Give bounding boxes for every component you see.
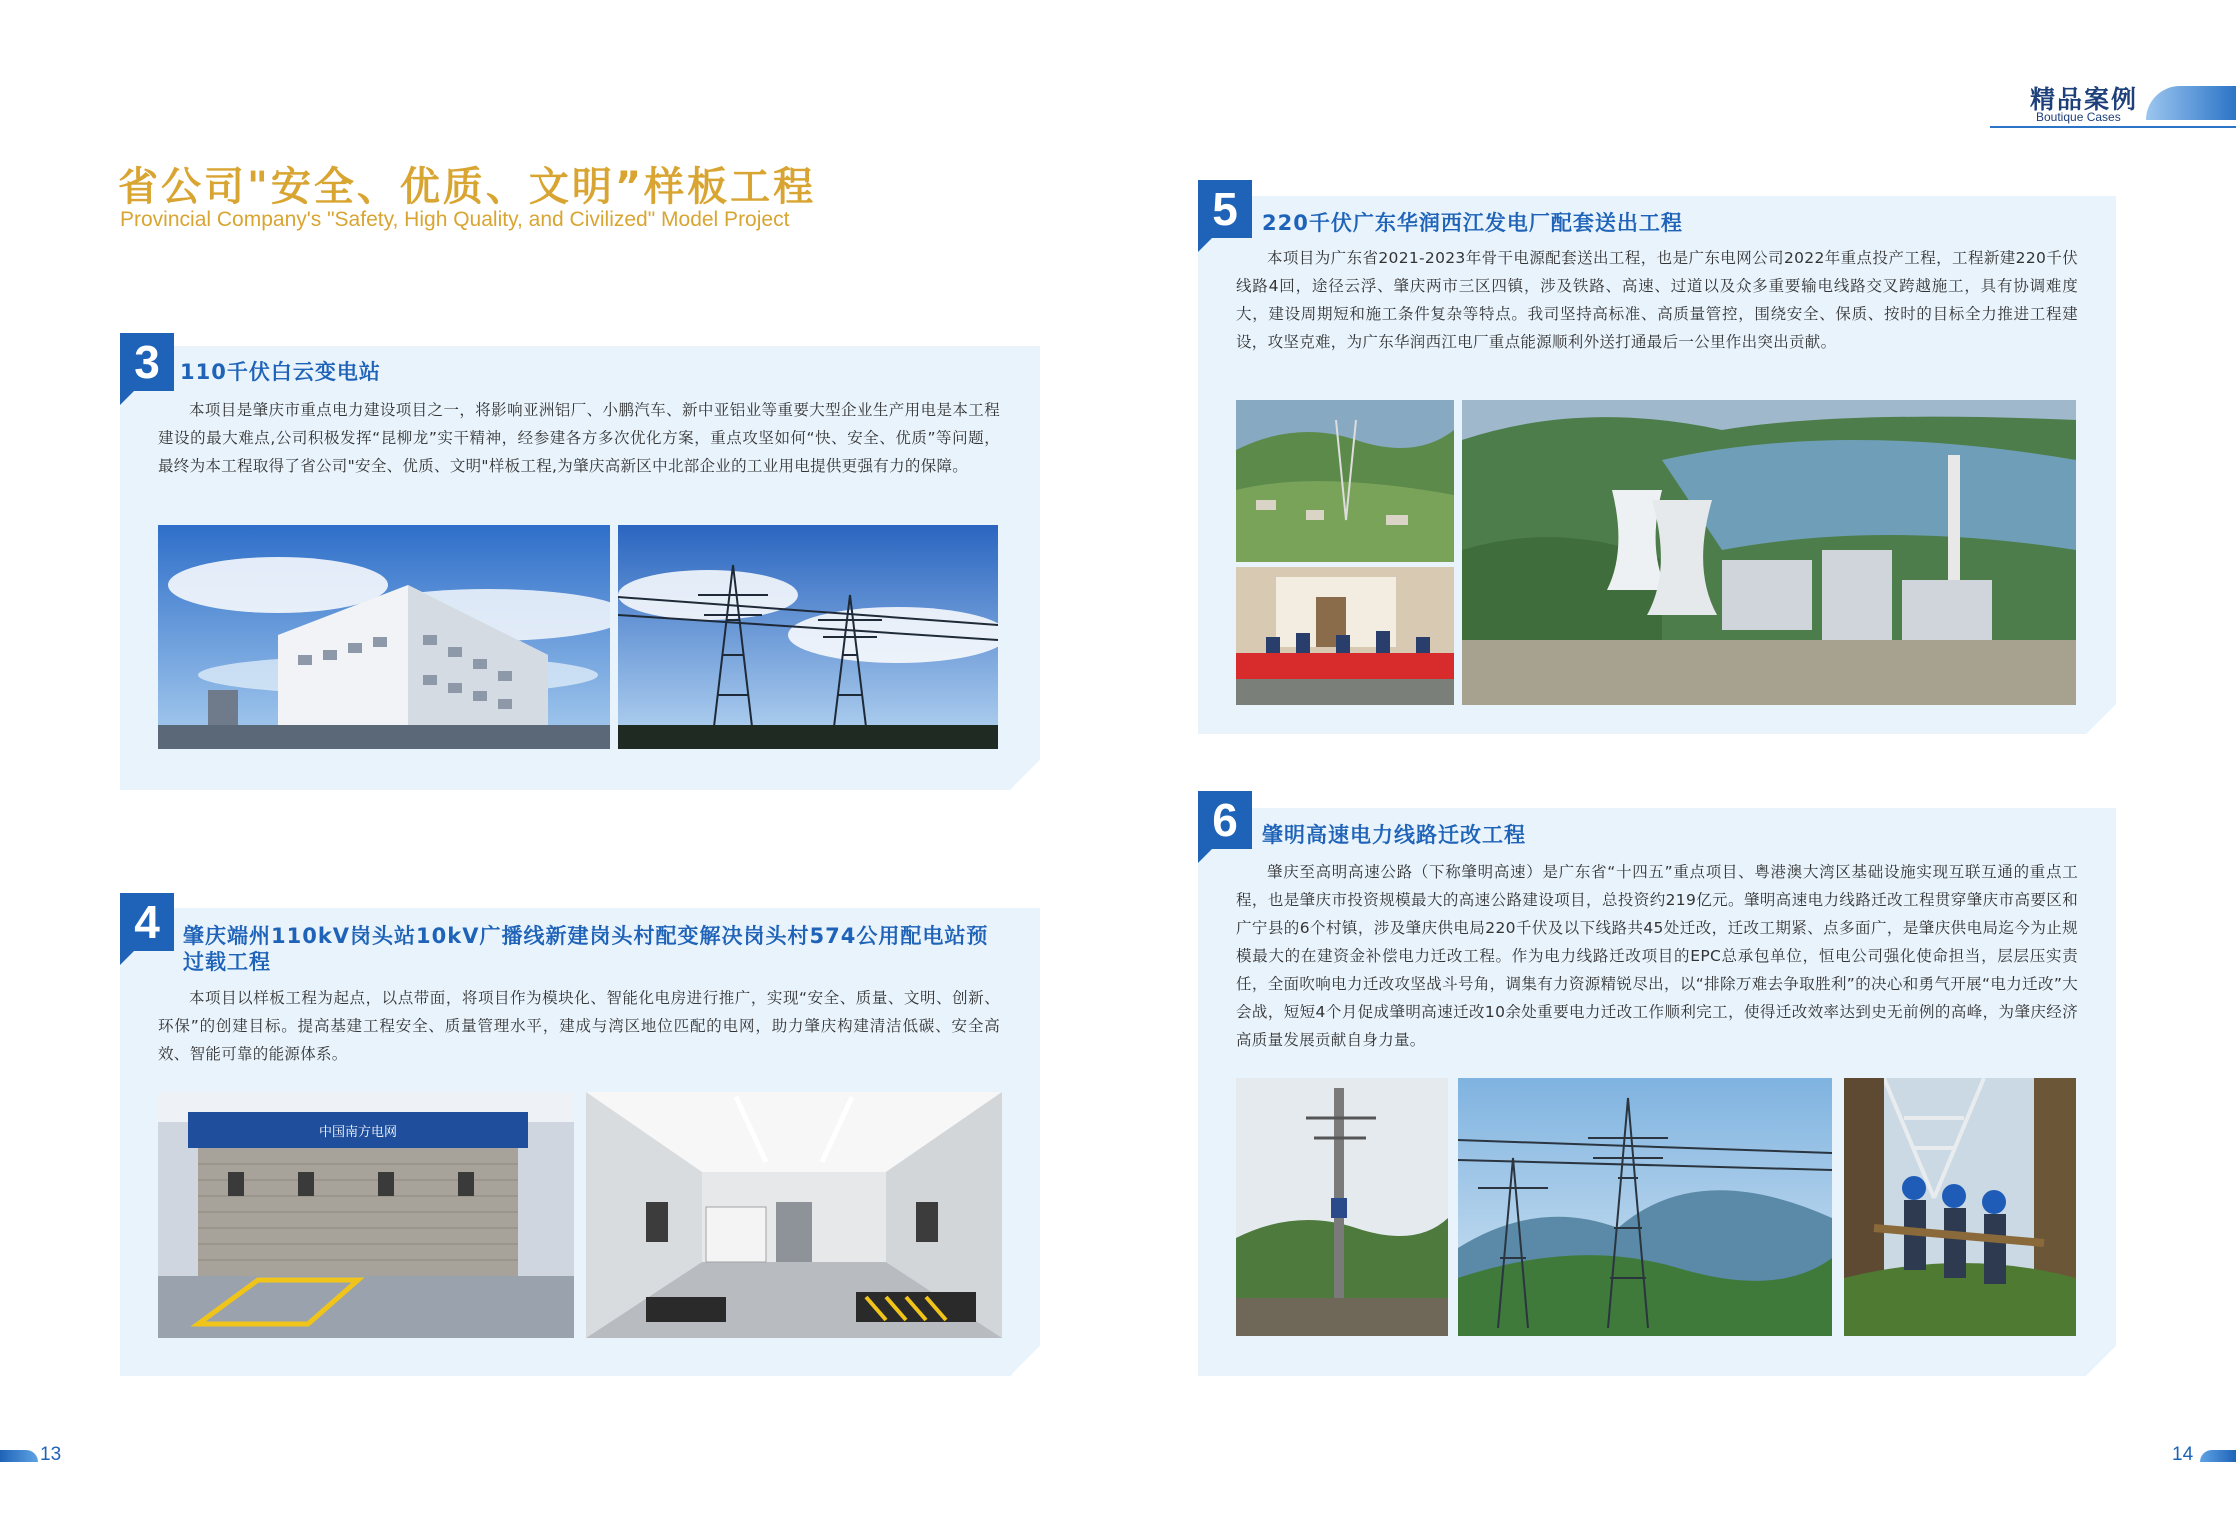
section-6-number-badge: 6 (1198, 791, 1252, 849)
section-5-title: 220千伏广东华润西江发电厂配套送出工程 (1262, 211, 1683, 235)
header-underline (1990, 126, 2236, 128)
header-subtitle: Boutique Cases (2036, 110, 2121, 124)
section-4-photo-modular-substation (158, 1092, 574, 1338)
section-6-photo-mountain-towers (1458, 1078, 1832, 1336)
section-6-body: 肇庆至高明高速公路（下称肇明高速）是广东省“十四五”重点项目、粤港澳大湾区基础设施实现互联互通的重点工程，也是肇庆市投资规模最大的高速公路建设项目，总投资约219亿元。肇明高速电力线路迁改工程贯穿肇庆市高要区和广宁县的6个村镇，涉及肇庆供电局220千伏及以下线路共45处迁改，迁改工期紧、点多面广，是肇庆供电局迄今为止规模最大的在建资金补偿电力迁改工程。作为电力线路迁改项目的EPC总承包单位，恒电公司强化使命担当，层层压实责任，全面吹响电力迁改攻坚战斗号角，调集有力资源精锐尽出，以“排除万难去争取胜利”的决心和勇气开展“电力迁改”大会战，短短4个月促成肇明高速迁改10余处重要电力迁改工作顺利完工，使得迁改效率达到史无前例的高峰，为肇庆经济高质量发展贡献自身力量。 (1236, 863, 2078, 1049)
section-4-photo-indoor-switchgear-room (586, 1092, 1002, 1338)
page-number-right: 14 (2172, 1444, 2194, 1465)
section-5-photo-ceremony-banner (1236, 567, 1454, 705)
section-3-photo-substation-building (158, 525, 610, 749)
page-number-left: 13 (40, 1444, 62, 1465)
section-4-body: 本项目以样板工程为起点，以点带面，将项目作为模块化、智能化电房进行推广，实现“安全、质量、文明、创新、环保”的创建目标。提高基建工程安全、质量管理水平，建成与湾区地位匹配的电网，助力肇庆构建清洁低碳、安全高效、智能可靠的能源体系。 (158, 989, 1000, 1063)
section-3-photo-transmission-towers (618, 525, 998, 749)
header-swoosh-decoration (2146, 86, 2236, 120)
section-6-photo-workers-carrying (1844, 1078, 2076, 1336)
section-3-title: 110千伏白云变电站 (180, 360, 381, 384)
section-5-number-badge: 5 (1198, 180, 1252, 238)
page-subtitle: Provincial Company's "Safety, High Quality, and Civilized" Model Project (120, 208, 790, 231)
section-5-photo-power-plant-cooling-towers (1462, 400, 2076, 705)
section-5-body: 本项目为广东省2021-2023年骨干电源配套送出工程，也是广东电网公司2022年重点投产工程，工程新建220千伏线路4回，途径云浮、肇庆两市三区四镇，涉及铁路、高速、过道以及众多重要输电线路交叉跨越施工，具有协调难度大，建设周期短和施工条件复杂等特点。我司坚持高标准、高质量管控，围绕安全、保质、按时的目标全力推进工程建设，攻坚克难，为广东华润西江电厂重点能源顺利外送打通最后一公里作出突出贡献。 (1236, 249, 2078, 351)
section-3-number-badge: 3 (120, 333, 174, 391)
section-4-number-badge: 4 (120, 893, 174, 951)
section-6-title: 肇明高速电力线路迁改工程 (1262, 823, 1526, 847)
page-number-right-bar (2200, 1450, 2236, 1462)
header-title: 精品案例 (2030, 85, 2139, 114)
page-number-left-bar (0, 1450, 38, 1462)
section-4-title: 肇庆端州110kV岗头站10kV广播线新建岗头村配变解决岗头村574公用配电站预过载工程 (183, 924, 989, 974)
section-5-photo-aerial-village-towers (1236, 400, 1454, 562)
section-6-photo-utility-pole-workers (1236, 1078, 1448, 1336)
section-3-body: 本项目是肇庆市重点电力建设项目之一，将影响亚洲铝厂、小鹏汽车、新中亚铝业等重要大型企业生产用电是本工程建设的最大难点,公司积极发挥“昆柳龙”实干精神，经参建各方多次优化方案，重点攻坚如何“快、安全、优质”等问题，最终为本工程取得了省公司"安全、优质、文明"样板工程,为肇庆高新区中北部企业的工业用电提供更强有力的保障。 (158, 401, 1000, 475)
sign-text: 中国南方电网 (318, 1125, 398, 1140)
page-title: 省公司"安全、优质、文明”样板工程 (118, 164, 817, 210)
